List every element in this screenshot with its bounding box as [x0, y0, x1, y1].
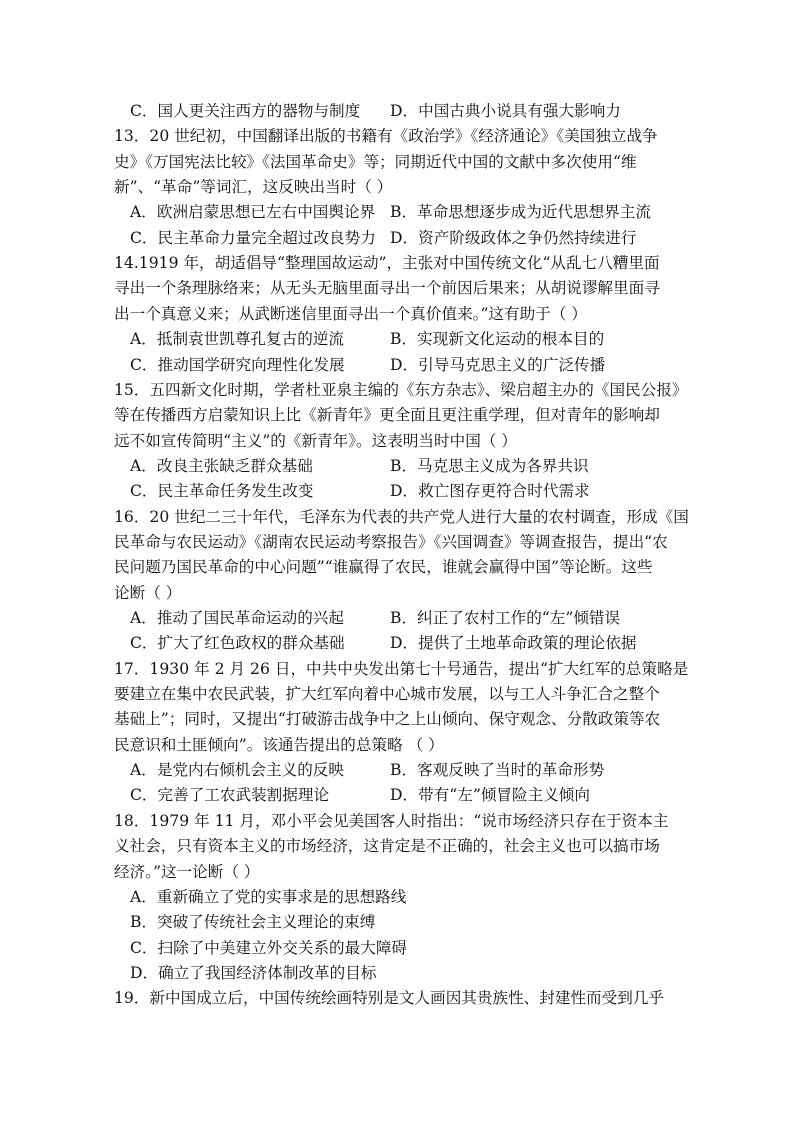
answer-options-row — [130, 632, 710, 656]
answer-option: B．革命思想逐步成为近代思想界主流 — [390, 203, 651, 221]
question-text-line: 14.1919 年，胡适倡导“整理国故运动”，主张对中国传统文化“从乱七八糟里面 — [114, 254, 660, 272]
answer-option: C．扩大了红色政权的群众基础 — [130, 634, 345, 652]
question-text-line: 新”、“革命”等词汇，这反映出当时（ ） — [114, 178, 393, 196]
answer-option: C．国人更关注西方的器物与制度 — [130, 102, 361, 120]
answer-option: D．提供了土地革命政策的理论依据 — [390, 634, 637, 652]
question-text-line: 义社会，只有资本主义的市场经济，这肯定是不正确的，社会主义也可以搞市场 — [114, 837, 660, 855]
answer-option: C．民主革命任务发生改变 — [130, 482, 314, 500]
answer-option: A．欧洲启蒙思想已左右中国舆论界 — [130, 203, 376, 221]
question-text-line: 民问题乃国民革命的中心问题”“谁赢得了农民，谁就会赢得中国”等论断。这些 — [114, 558, 653, 576]
question-text-line: 经济。”这一论断（ ） — [114, 863, 260, 881]
answer-option: A．改良主张缺乏群众基础 — [130, 457, 313, 475]
answer-options-row — [130, 201, 710, 225]
answer-options-row — [130, 455, 710, 479]
answer-option: B．突破了传统社会主义理论的束缚 — [130, 913, 376, 931]
question-text-line: 19．新中国成立后，中国传统绘画特别是文人画因其贵族性、封建性而受到几乎 — [114, 989, 665, 1007]
answer-options-row — [130, 480, 710, 504]
answer-option: C．扫除了中美建立外交关系的最大障碍 — [130, 939, 408, 957]
question-text-line: 史》《万国宪法比较》《法国革命史》等；同期近代中国的文献中多次使用“维 — [114, 153, 637, 171]
question-text-line: 出一个真意义来；从武断迷信里面寻出一个真价值来。”这有助于（ ） — [114, 305, 587, 323]
question-text-line: 16．20 世纪二三十年代，毛泽东为代表的共产党人进行大量的农村调查，形成《国 — [114, 508, 689, 526]
question-text-line: 要建立在集中农民武装，扩大红军向着中心城市发展，以与工人斗争汇合之整个 — [114, 685, 660, 703]
question-text-line: 13．20 世纪初，中国翻译出版的书籍有《政治学》《经济通论》《美国独立战争 — [114, 127, 658, 145]
question-text-line: 远不如宣传简明“主义”的《新青年》。这表明当时中国（ ） — [114, 432, 517, 450]
answer-options-row — [130, 227, 710, 251]
answer-option: B．客观反映了当时的革命形势 — [390, 761, 605, 779]
answer-option: B．实现新文化运动的根本目的 — [390, 330, 605, 348]
answer-option: D．带有“左”倾冒险主义倾向 — [390, 786, 590, 804]
question-text-line: 基础上”；同时，又提出“打破游击战争中之上山倾向、保守观念、分散政策等农 — [114, 710, 661, 728]
answer-option: B．纠正了农村工作的“左”倾错误 — [390, 609, 621, 627]
answer-option: D．救亡图存更符合时代需求 — [390, 482, 590, 500]
answer-option: D．确立了我国经济体制改革的目标 — [130, 964, 377, 982]
question-text-line: 17．1930 年 2 月 26 日，中共中央发出第七十号通告，提出“扩大红军的总策略是 — [114, 660, 689, 678]
answer-options-row — [130, 354, 710, 378]
answer-options-row — [130, 759, 710, 783]
answer-option: A．是党内右倾机会主义的反映 — [130, 761, 344, 779]
answer-option: A．推动了国民革命运动的兴起 — [130, 609, 344, 627]
question-text-line: 寻出一个条理脉络来；从无头无脑里面寻出一个前因后果来；从胡说谬解里面寻 — [114, 279, 660, 297]
answer-option: D．中国古典小说具有强大影响力 — [390, 102, 621, 120]
answer-options-row — [130, 100, 710, 124]
question-text-line: 论断（ ） — [114, 584, 182, 602]
answer-option: C．民主革命力量完全超过改良势力 — [130, 229, 376, 247]
answer-option: C．推动国学研究向理性化发展 — [130, 356, 345, 374]
answer-options-row — [130, 784, 710, 808]
question-text-line: 民革命与农民运动》《湖南农民运动考察报告》《兴国调查》等调查报告，提出“农 — [114, 533, 668, 551]
answer-option: C．完善了工农武装割据理论 — [130, 786, 330, 804]
answer-option: D．引导马克思主义的广泛传播 — [390, 356, 606, 374]
answer-option: A．重新确立了党的实事求是的思想路线 — [130, 888, 407, 906]
question-text-line: 民意识和土匪倾向”。该通告提出的总策略 （ ） — [114, 736, 444, 754]
answer-options-row — [130, 607, 710, 631]
question-text-line: 等在传播西方启蒙知识上比《新青年》更全面且更注重学理，但对青年的影响却 — [114, 406, 660, 424]
answer-options-row — [130, 328, 710, 352]
answer-option: A．抵制袁世凯尊孔复古的逆流 — [130, 330, 344, 348]
question-text-line: 18．1979 年 11 月，邓小平会见美国客人时指出：“说市场经济只存在于资本主 — [114, 812, 669, 830]
question-text-line: 15．五四新文化时期，学者杜亚泉主编的《东方杂志》、梁启超主办的《国民公报》 — [114, 381, 688, 399]
answer-option: D．资产阶级政体之争仍然持续进行 — [390, 229, 637, 247]
answer-option: B．马克思主义成为各界共识 — [390, 457, 589, 475]
